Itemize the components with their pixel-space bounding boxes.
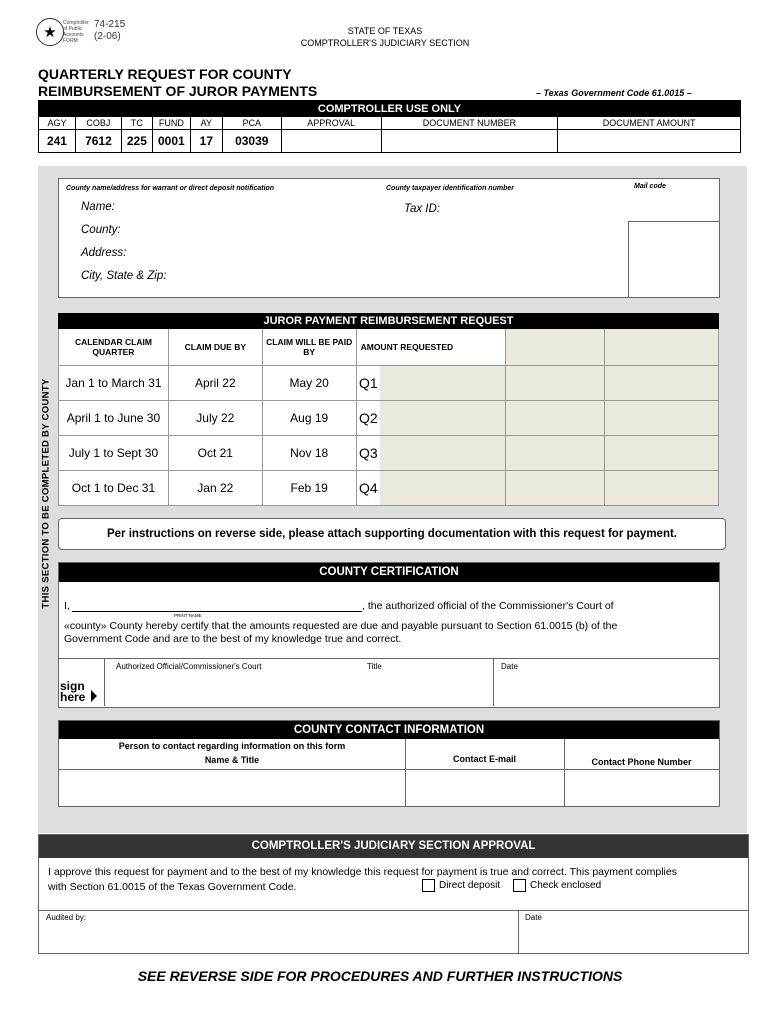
cert-authorized: , the authorized official of the Commissioner's Court of: [362, 600, 614, 612]
official-label: Authorized Official/Commissioner's Court: [116, 662, 262, 671]
direct-deposit-option[interactable]: Direct deposit: [422, 879, 500, 892]
county-info-box: [58, 178, 720, 298]
certification-heading: COUNTY CERTIFICATION: [59, 563, 719, 582]
contact-person-label: Person to contact regarding information on this form Name & Title: [118, 741, 346, 765]
contact-phone-label: Contact Phone Number: [591, 757, 692, 767]
form-number: 74-215 (2-06): [94, 19, 126, 42]
comptroller-use-table: [38, 100, 741, 153]
texas-star-seal-icon: ★: [36, 18, 64, 46]
cert-date-field[interactable]: [496, 673, 716, 705]
col-amount: AMOUNT REQUESTED: [356, 329, 506, 366]
value-ay[interactable]: 17: [190, 130, 222, 153]
audited-by-field[interactable]: [41, 925, 515, 951]
print-name-label: PRINT NAME: [174, 613, 202, 618]
col-quarter: CALENDAR CLAIM QUARTER: [59, 329, 169, 366]
check-enclosed-checkbox[interactable]: [513, 879, 526, 892]
mail-code-box[interactable]: [628, 221, 719, 297]
value-fund[interactable]: 0001: [152, 130, 190, 153]
address-field[interactable]: Address:: [81, 247, 127, 259]
label-document-amount: DOCUMENT AMOUNT: [558, 117, 741, 130]
agency-logo-text: Comptroller of Public Accounts FORM: [63, 20, 89, 44]
form-title: QUARTERLY REQUEST FOR COUNTY REIMBURSEMENT OF JUROR PAYMENTS: [38, 66, 318, 99]
direct-deposit-checkbox[interactable]: [422, 879, 435, 892]
label-ay: AY: [190, 117, 222, 130]
approval-text: I approve this request for payment and to the best of my knowledge this request for payment is true and correct. This payment complies with Section 61.0015 of the Texas Government Code.: [48, 866, 677, 893]
table-row: April 1 to June 30 July 22 Aug 19 Q2: [59, 401, 719, 436]
official-signature-field[interactable]: [107, 673, 491, 705]
value-pca[interactable]: 03039: [222, 130, 281, 153]
county-field[interactable]: County:: [81, 224, 121, 236]
name-field[interactable]: Name:: [81, 201, 115, 213]
instructions-note: Per instructions on reverse side, please attach supporting documentation with this request for payment.: [58, 518, 726, 550]
label-approval: APPROVAL: [281, 117, 381, 130]
side-label: THIS SECTION TO BE COMPLETED BY COUNTY: [40, 378, 52, 609]
label-cobj: COBJ: [75, 117, 121, 130]
value-cobj[interactable]: 7612: [75, 130, 121, 153]
amount-q3[interactable]: [380, 436, 506, 471]
value-document-amount[interactable]: [558, 130, 741, 153]
approval-heading: COMPTROLLER'S JUDICIARY SECTION APPROVAL: [39, 835, 748, 858]
audited-by-label: Audited by:: [46, 913, 87, 922]
contact-box: [58, 720, 720, 807]
approval-date-label: Date: [525, 913, 542, 922]
footer-note: SEE REVERSE SIDE FOR PROCEDURES AND FURTHER INSTRUCTIONS: [137, 968, 623, 984]
amount-q1[interactable]: [380, 366, 506, 401]
value-agy[interactable]: 241: [39, 130, 76, 153]
contact-phone-field[interactable]: [566, 771, 717, 804]
contact-heading: COUNTY CONTACT INFORMATION: [59, 721, 719, 739]
value-tc[interactable]: 225: [121, 130, 152, 153]
amount-q2[interactable]: [380, 401, 506, 436]
table-row: Jan 1 to March 31 April 22 May 20 Q1: [59, 366, 719, 401]
city-state-zip-field[interactable]: City, State & Zip:: [81, 270, 167, 282]
table-row: Oct 1 to Dec 31 Jan 22 Feb 19 Q4: [59, 471, 719, 506]
label-taxpayer-id: County taxpayer identification number: [386, 185, 514, 192]
certification-box: [58, 562, 720, 708]
title-label: Title: [367, 662, 382, 671]
approval-box: [38, 834, 749, 954]
cert-statement: «county» County hereby certify that the amounts requested are due and payable pursuant to Section 61.0015 (b) of the Government Code and are to the best of my knowledge true and correct.: [64, 620, 618, 645]
contact-email-field[interactable]: [407, 771, 562, 804]
label-agy: AGY: [39, 117, 76, 130]
col-paid-by: CLAIM WILL BE PAID BY: [262, 329, 356, 366]
col-claim-due: CLAIM DUE BY: [168, 329, 262, 366]
col-blank-1: [506, 329, 605, 366]
label-mail-code: Mail code: [634, 183, 666, 190]
arrow-icon: [91, 690, 97, 702]
juror-heading: JUROR PAYMENT REIMBURSEMENT REQUEST: [59, 314, 719, 329]
date-label: Date: [501, 662, 518, 671]
label-pca: PCA: [222, 117, 281, 130]
col-blank-2: [605, 329, 719, 366]
table-row: July 1 to Sept 30 Oct 21 Nov 18 Q3: [59, 436, 719, 471]
cert-i: I,: [64, 600, 70, 612]
label-name-address: County name/address for warrant or direct deposit notification: [66, 185, 275, 192]
tax-id-field[interactable]: Tax ID:: [404, 203, 441, 215]
code-reference: – Texas Government Code 61.0015 –: [536, 88, 692, 98]
contact-name-field[interactable]: [61, 771, 403, 804]
juror-payment-table: [58, 313, 719, 506]
print-name-line[interactable]: [72, 611, 362, 612]
approval-date-field[interactable]: [521, 925, 745, 951]
contact-email-label: Contact E-mail: [452, 754, 516, 764]
comptroller-heading: COMPTROLLER USE ONLY: [39, 101, 741, 117]
label-fund: FUND: [152, 117, 190, 130]
check-enclosed-option[interactable]: Check enclosed: [513, 879, 601, 892]
sign-here-icon: sign here: [60, 679, 86, 704]
label-document-number: DOCUMENT NUMBER: [381, 117, 558, 130]
amount-q4[interactable]: [380, 471, 506, 506]
label-tc: TC: [121, 117, 152, 130]
value-document-number[interactable]: [381, 130, 558, 153]
agency-header: STATE OF TEXAS COMPTROLLER'S JUDICIARY SECTION: [300, 26, 470, 48]
value-approval[interactable]: [281, 130, 381, 153]
